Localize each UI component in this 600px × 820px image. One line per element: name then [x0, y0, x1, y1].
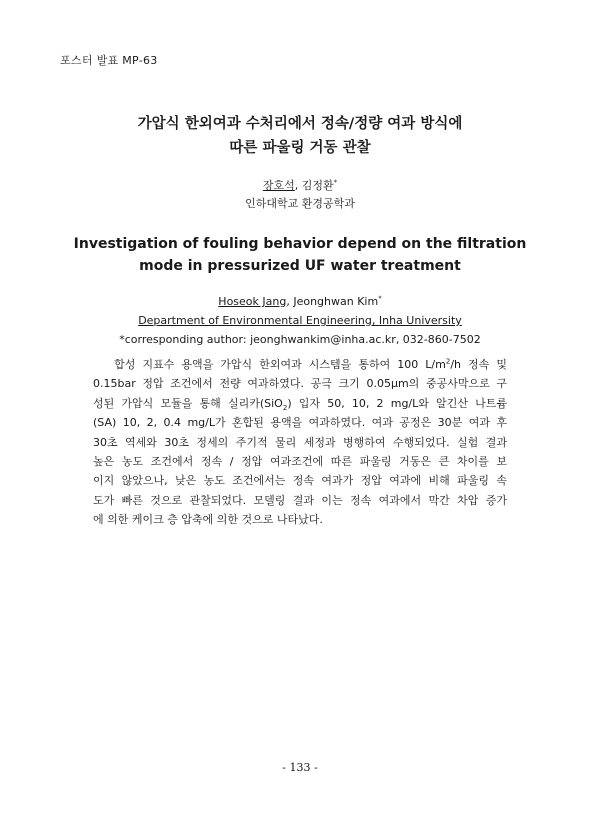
- english-co-author: , Jeonghwan Kim: [286, 295, 379, 308]
- abstract-line-9: 에 의한 케이크 층 압축에 의한 것으로 나타났다.: [93, 513, 323, 527]
- abstract-line-7: 이지 않았으나, 낮은 농도 조건에서는 정속 여과가 정압 여과에 비해 파울링 속: [93, 474, 507, 488]
- abstract-line-3: [93, 394, 507, 413]
- korean-title-line-1: 가압식 한외여과 수처리에서 정속/정량 여과 방식에: [137, 116, 463, 132]
- korean-affiliation: 인하대학교 환경공학과: [245, 197, 355, 210]
- korean-authors-block: [0, 177, 600, 213]
- korean-title: [0, 112, 600, 160]
- korean-title-line-2: 따른 파울링 거동 관찰: [229, 140, 371, 156]
- english-title-line-1: Investigation of fouling behavior depend on the filtration: [73, 236, 527, 252]
- korean-author-line: [0, 177, 600, 195]
- english-affiliation: Department of Environmental Engineering, Inha University: [138, 314, 462, 327]
- korean-co-author: , 김정환: [294, 179, 334, 192]
- abstract-body: [93, 355, 507, 530]
- page-number: - 133 -: [282, 761, 318, 774]
- english-author-line: [0, 292, 600, 311]
- session-code: 포스터 발표 MP-63: [60, 54, 158, 67]
- abstract-line-4: (SA) 10, 2, 0.4 mg/L가 혼합된 용액을 여과하였다. 여과 공정은 30분 여과 후: [93, 416, 507, 430]
- corresponding-mark-en: *: [378, 294, 382, 303]
- abstract-text: 합성 지표수 용액을 가압식 한외여과 시스템을 통하여 100 L/m: [114, 358, 446, 371]
- english-title-line-2: mode in pressurized UF water treatment: [139, 258, 461, 274]
- english-first-author: Hoseok Jang: [218, 295, 287, 308]
- corresponding-mark: *: [333, 178, 338, 187]
- superscript-2: 2: [445, 357, 451, 366]
- abstract-text: 성된 가압식 모듈을 통해 실리카(SiO: [93, 396, 283, 410]
- abstract-text: ) 입자 50, 10, 2 mg/L와 알긴산 나트륨: [287, 396, 507, 410]
- abstract-line-5: 30초 역세와 30초 정세의 주기적 물리 세정과 병행하여 수행되었다. 실험 결과: [93, 435, 507, 449]
- abstract-line-6: 높은 농도 조건에서 정속 / 정압 여과조건에 따른 파울링 거동은 큰 차이를 보: [93, 455, 507, 469]
- corresponding-author: *corresponding author: jeonghwankim@inha.ac.kr, 032-860-7502: [119, 333, 481, 346]
- english-authors-block: [0, 292, 600, 349]
- abstract-line-2: 0.15bar 정압 조건에서 전량 여과하였다. 공극 크기 0.05μm의 중공사막으로 구: [93, 377, 507, 391]
- abstract-line-1: [93, 355, 507, 374]
- english-title: [0, 233, 600, 277]
- abstract-text: /h 정속 및: [450, 358, 507, 371]
- abstract-line-8: 도가 빠른 것으로 관찰되었다. 모델링 결과 이는 정속 여과에서 막간 차압 증가: [93, 493, 507, 507]
- subscript-2: 2: [282, 404, 288, 412]
- korean-first-author: 장호석: [262, 179, 295, 192]
